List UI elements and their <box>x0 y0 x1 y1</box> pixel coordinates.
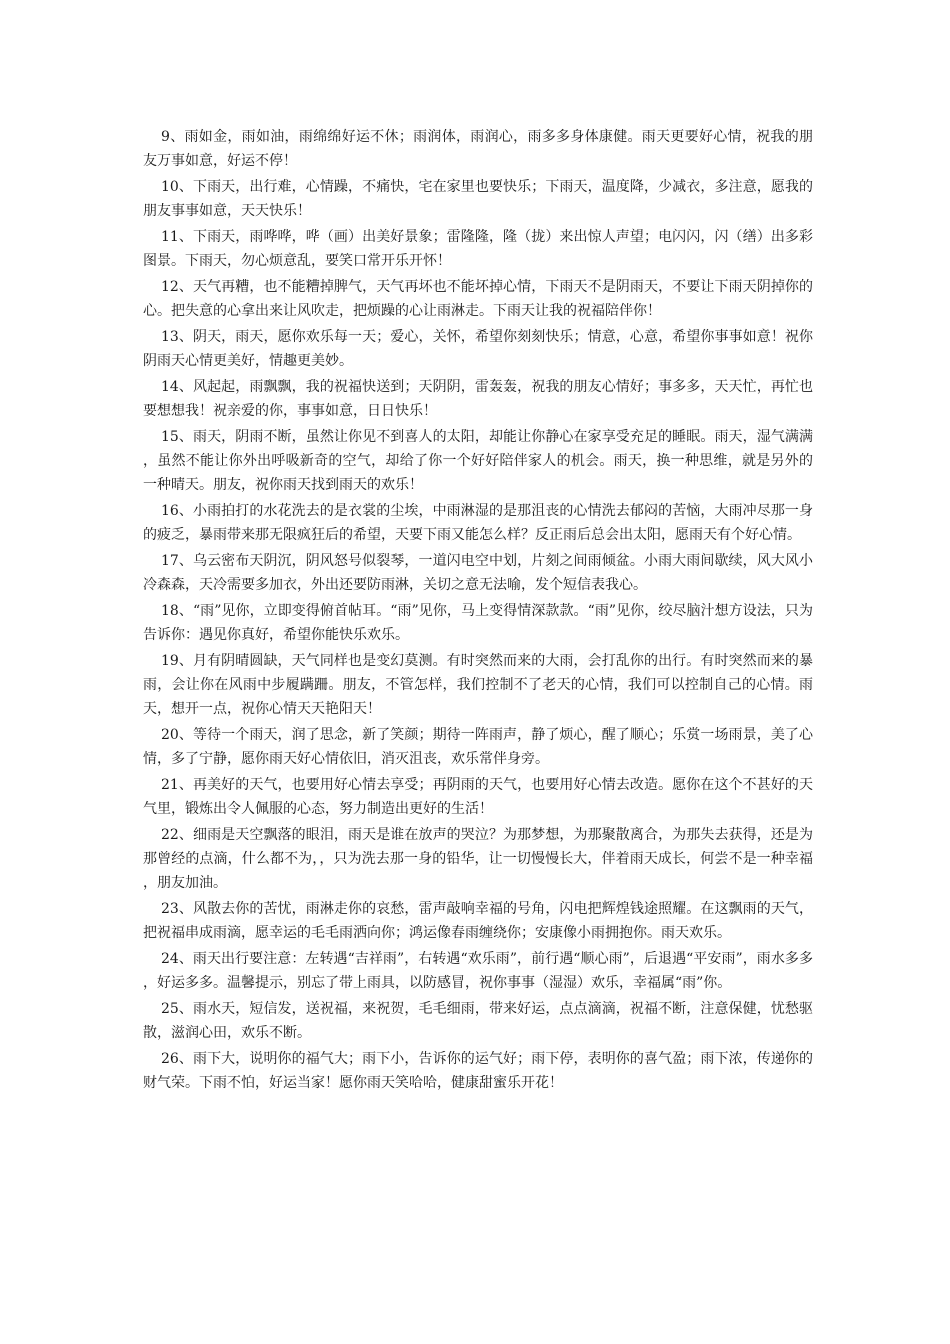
paragraph-15: 15、雨天，阴雨不断，虽然让你见不到喜人的太阳，却能让你静心在家享受充足的睡眠。雨天，湿气满满，虽然不能让你外出呼吸新奇的空气，却给了你一个好好陪伴家人的机会。雨天，换一种思维，就是另外的一种晴天。朋友，祝你雨天找到雨天的欢乐！ <box>143 429 813 493</box>
paragraph-12: 12、天气再糟，也不能糟掉脾气，天气再坏也不能坏掉心情，下雨天不是阴雨天，不要让下雨天阴掉你的心。把失意的心拿出来让风吹走，把烦躁的心让雨淋走。下雨天让我的祝福陪伴你！ <box>143 279 813 319</box>
paragraph-9: 9、雨如金，雨如油，雨绵绵好运不休；雨润体，雨润心，雨多多身体康健。雨天更要好心情，祝我的朋友万事如意，好运不停！ <box>143 129 813 169</box>
paragraph-20: 20、等待一个雨天，润了思念，新了笑颜；期待一阵雨声，静了烦心，醒了顺心；乐赏一场雨景，美了心情，多了宁静，愿你雨天好心情依旧，消灭沮丧，欢乐常伴身旁。 <box>143 727 813 767</box>
paragraph-10: 10、下雨天，出行难，心情躁，不痛快，宅在家里也要快乐；下雨天，温度降，少减衣，多注意，愿我的朋友事事如意，天天快乐！ <box>143 179 813 219</box>
paragraph-11: 11、下雨天，雨哗哗，哗（画）出美好景象；雷隆隆，隆（拢）来出惊人声望；电闪闪，闪（缮）出多彩图景。下雨天，勿心烦意乱，要笑口常开乐开怀！ <box>143 229 813 269</box>
paragraph-19: 19、月有阴晴圆缺，天气同样也是变幻莫测。有时突然而来的大雨，会打乱你的出行。有时突然而来的暴雨，会让你在风雨中步履蹒跚。朋友，不管怎样，我们控制不了老天的心情，我们可以控制自己的心情。雨天，想开一点，祝你心情天天艳阳天！ <box>143 653 813 717</box>
paragraph-21: 21、再美好的天气，也要用好心情去享受；再阴雨的天气，也要用好心情去改造。愿你在这个不甚好的天气里，锻炼出令人佩服的心态，努力制造出更好的生活！ <box>143 777 813 817</box>
paragraph-25: 25、雨水天，短信发，送祝福，来祝贺，毛毛细雨，带来好运，点点滴滴，祝福不断，注意保健，忧愁驱散，滋润心田，欢乐不断。 <box>143 1001 813 1041</box>
paragraph-14: 14、风起起，雨飘飘，我的祝福快送到；天阴阴，雷轰轰，祝我的朋友心情好；事多多，天天忙，再忙也要想想我！祝亲爱的你，事事如意，日日快乐！ <box>143 379 813 419</box>
paragraph-22: 22、细雨是天空飘落的眼泪，雨天是谁在放声的哭泣？为那梦想，为那聚散离合，为那失去获得，还是为那曾经的点滴，什么都不为，，只为洗去那一身的铅华，让一切慢慢长大，伴着雨天成长，何尝不是一种幸福，朋友加油。 <box>143 827 813 891</box>
paragraph-16: 16、小雨拍打的水花洗去的是衣裳的尘埃，中雨淋湿的是那沮丧的心情洗去郁闷的苦恼，大雨冲尽那一身的疲乏，暴雨带来那无限疯狂后的希望，天要下雨又能怎么样？反正雨后总会出太阳，愿雨天有个好心情。 <box>143 503 813 543</box>
paragraph-24: 24、雨天出行要注意：左转遇“吉祥雨”，右转遇“欢乐雨”，前行遇“顺心雨”，后退遇“平安雨”，雨水多多，好运多多。温馨提示，别忘了带上雨具，以防感冒，祝你事事（湿湿）欢乐，幸福属“雨”你。 <box>143 951 813 991</box>
paragraph-26: 26、雨下大，说明你的福气大；雨下小，告诉你的运气好；雨下停，表明你的喜气盈；雨下浓，传递你的财气荣。下雨不怕，好运当家！愿你雨天笑哈哈，健康甜蜜乐开花！ <box>143 1051 813 1091</box>
paragraph-23: 23、风散去你的苦忧，雨淋走你的哀愁，雷声敲响幸福的号角，闪电把辉煌钱途照耀。在这飘雨的天气，把祝福串成雨滴，愿幸运的毛毛雨洒向你；鸿运像春雨缠绕你；安康像小雨拥抱你。雨天欢乐。 <box>143 901 813 941</box>
paragraph-17: 17、乌云密布天阴沉，阴风怒号似裂琴，一道闪电空中划，片刻之间雨倾盆。小雨大雨间歇续，风大风小冷森森，天冷需要多加衣，外出还要防雨淋，关切之意无法喻，发个短信表我心。 <box>143 553 813 593</box>
paragraph-13: 13、阴天，雨天，愿你欢乐每一天；爱心，关怀，希望你刻刻快乐；情意，心意，希望你事事如意！祝你阴雨天心情更美好，情趣更美妙。 <box>143 329 813 369</box>
paragraph-18: 18、“雨”见你，立即变得俯首帖耳。“雨”见你，马上变得情深款款。“雨”见你，绞尽脑汁想方设法，只为告诉你：遇见你真好，希望你能快乐欢乐。 <box>143 603 813 643</box>
document-body <box>143 125 813 1097</box>
